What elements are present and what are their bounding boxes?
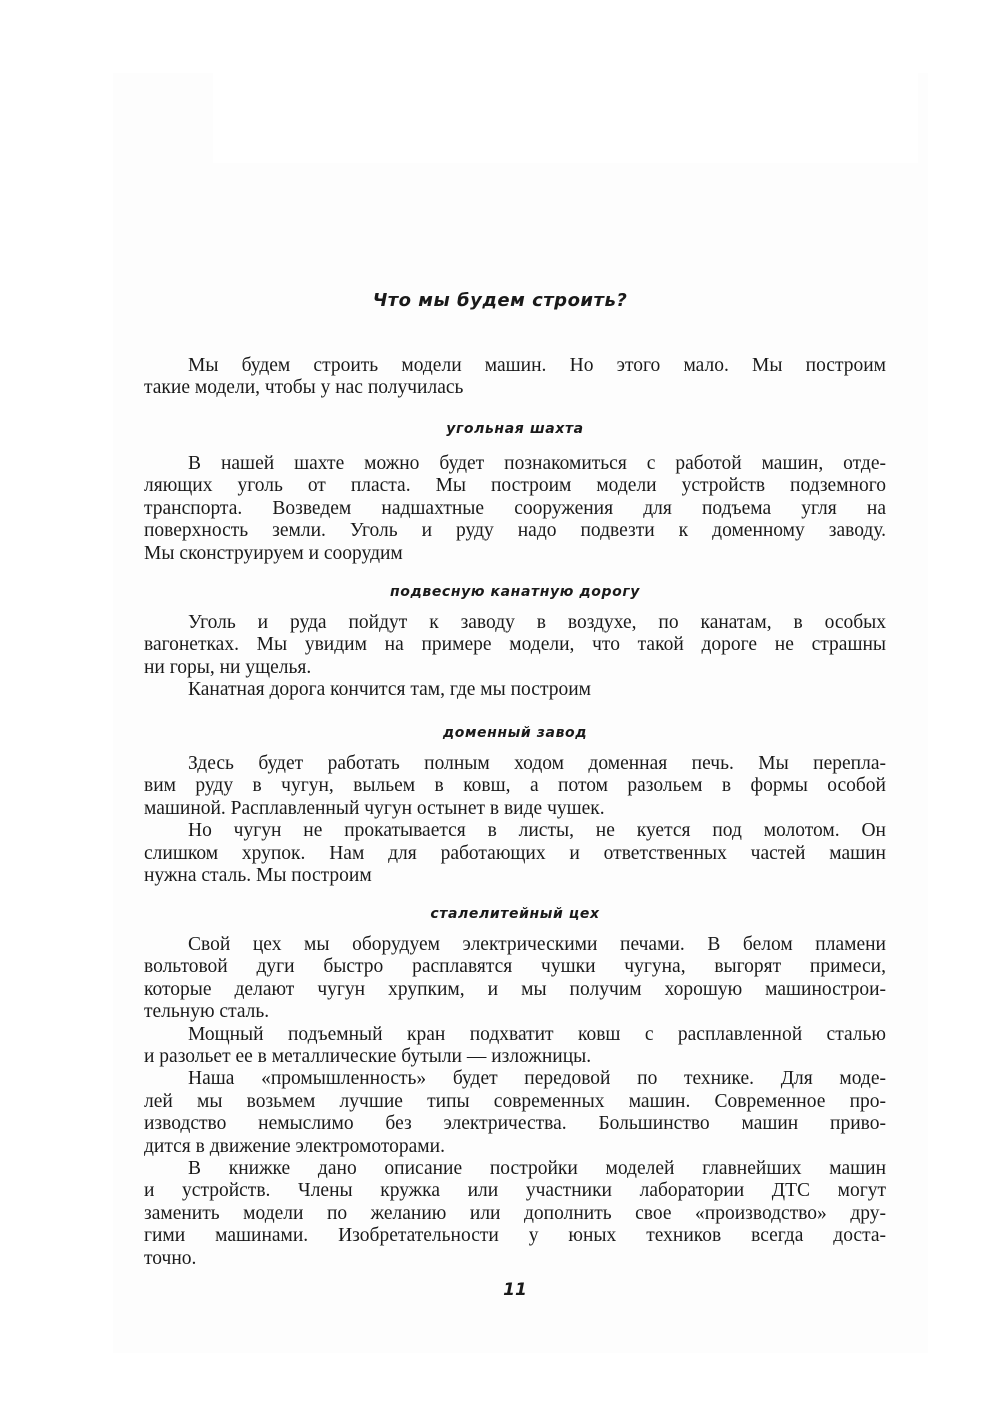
text-line: ни горы, ни ущелья. [144, 656, 312, 678]
text-line: такие модели, чтобы у нас получилась [144, 377, 464, 399]
text-line: Мощный подъемный кран подхватит ковш с расплавленной сталью [188, 1023, 886, 1045]
text-line: транспорта. Возведем надшахтные сооружения для подъема угля на [144, 497, 886, 519]
text-line: гими машинами. Изобретательности у юных техников всегда доста- [144, 1225, 886, 1247]
text-line: изводство немыслимо без электричества. Большинство машин приво- [144, 1113, 886, 1135]
page-number: 11 [503, 1280, 527, 1300]
text-line: ляющих уголь от пласта. Мы построим модели устройств подземного [144, 475, 886, 497]
page-title: Что мы будем строить? [372, 290, 628, 311]
intro-paragraph [144, 355, 886, 400]
text-line: Мы сконструируем и соорудим [144, 542, 403, 564]
text-line: Здесь будет работать полным ходом доменная печь. Мы перепла- [188, 753, 886, 774]
text-line: вольтовой дуги быстро расплавятся чушки чугуна, выгорят примеси, [144, 956, 886, 978]
text-line: и устройств. Члены кружка или участники лаборатории ДТС могут [144, 1180, 886, 1202]
text-line: дится в движение электромоторами. [144, 1135, 445, 1157]
text-line: вим руду в чугун, выльем в ковш, а потом разольем в формы особой [144, 775, 886, 797]
text-line: Уголь и руда пойдут к заводу в воздухе, по канатам, в особых [188, 612, 886, 633]
text-line: нужна сталь. Мы построим [144, 865, 372, 887]
text-line: Свой цех мы оборудуем электрическими печами. В белом пламени [188, 934, 886, 955]
section-heading-blast-furnace: доменный завод [442, 725, 588, 741]
section-coal-mine-paragraph [144, 453, 886, 565]
text-line: заменить модели по желанию или дополнить свое «производство» дру- [144, 1202, 886, 1224]
text-line: машиной. Расплавленный чугун остынет в виде чушек. [144, 797, 605, 819]
text-line: слишком хрупок. Нам для работающих и ответственных частей машин [144, 842, 886, 864]
text-line: Канатная дорога кончится там, где мы построим [188, 679, 591, 701]
text-line: Но чугун не прокатывается в листы, не куется под молотом. Он [188, 820, 886, 842]
section-cable-way-paragraphs [144, 612, 886, 702]
section-steel-foundry-paragraphs [144, 934, 886, 1270]
text-line: Мы будем строить модели машин. Но этого мало. Мы построим [188, 355, 886, 376]
section-blast-furnace-paragraphs [144, 753, 886, 887]
text-line: тельную сталь. [144, 1001, 270, 1023]
page-background-blank-area [213, 73, 918, 163]
text-line: лей мы возьмем лучшие типы современных машин. Современное про- [144, 1090, 886, 1112]
text-line: точно. [144, 1247, 197, 1269]
text-line: В книжке дано описание постройки моделей главнейших машин [188, 1158, 886, 1180]
text-line: вагонетках. Мы увидим на примере модели, что такой дороге не страшны [144, 634, 886, 656]
text-line: поверхность земли. Уголь и руду надо подвезти к доменному заводу. [144, 520, 886, 542]
text-line: которые делают чугун хрупким, и мы получим хорошую машинострои- [144, 978, 886, 1000]
text-line: и разольет ее в металлические бутыли — изложницы. [144, 1046, 592, 1068]
section-heading-steel-foundry: сталелитейный цех [430, 906, 600, 922]
section-heading-coal-mine: угольная шахта [446, 421, 584, 437]
text-line: Наша «промышленность» будет передовой по технике. Для моде- [188, 1068, 886, 1090]
text-line: В нашей шахте можно будет познакомиться с работой машин, отде- [188, 453, 886, 474]
section-heading-cable-way: подвесную канатную дорогу [389, 584, 640, 600]
